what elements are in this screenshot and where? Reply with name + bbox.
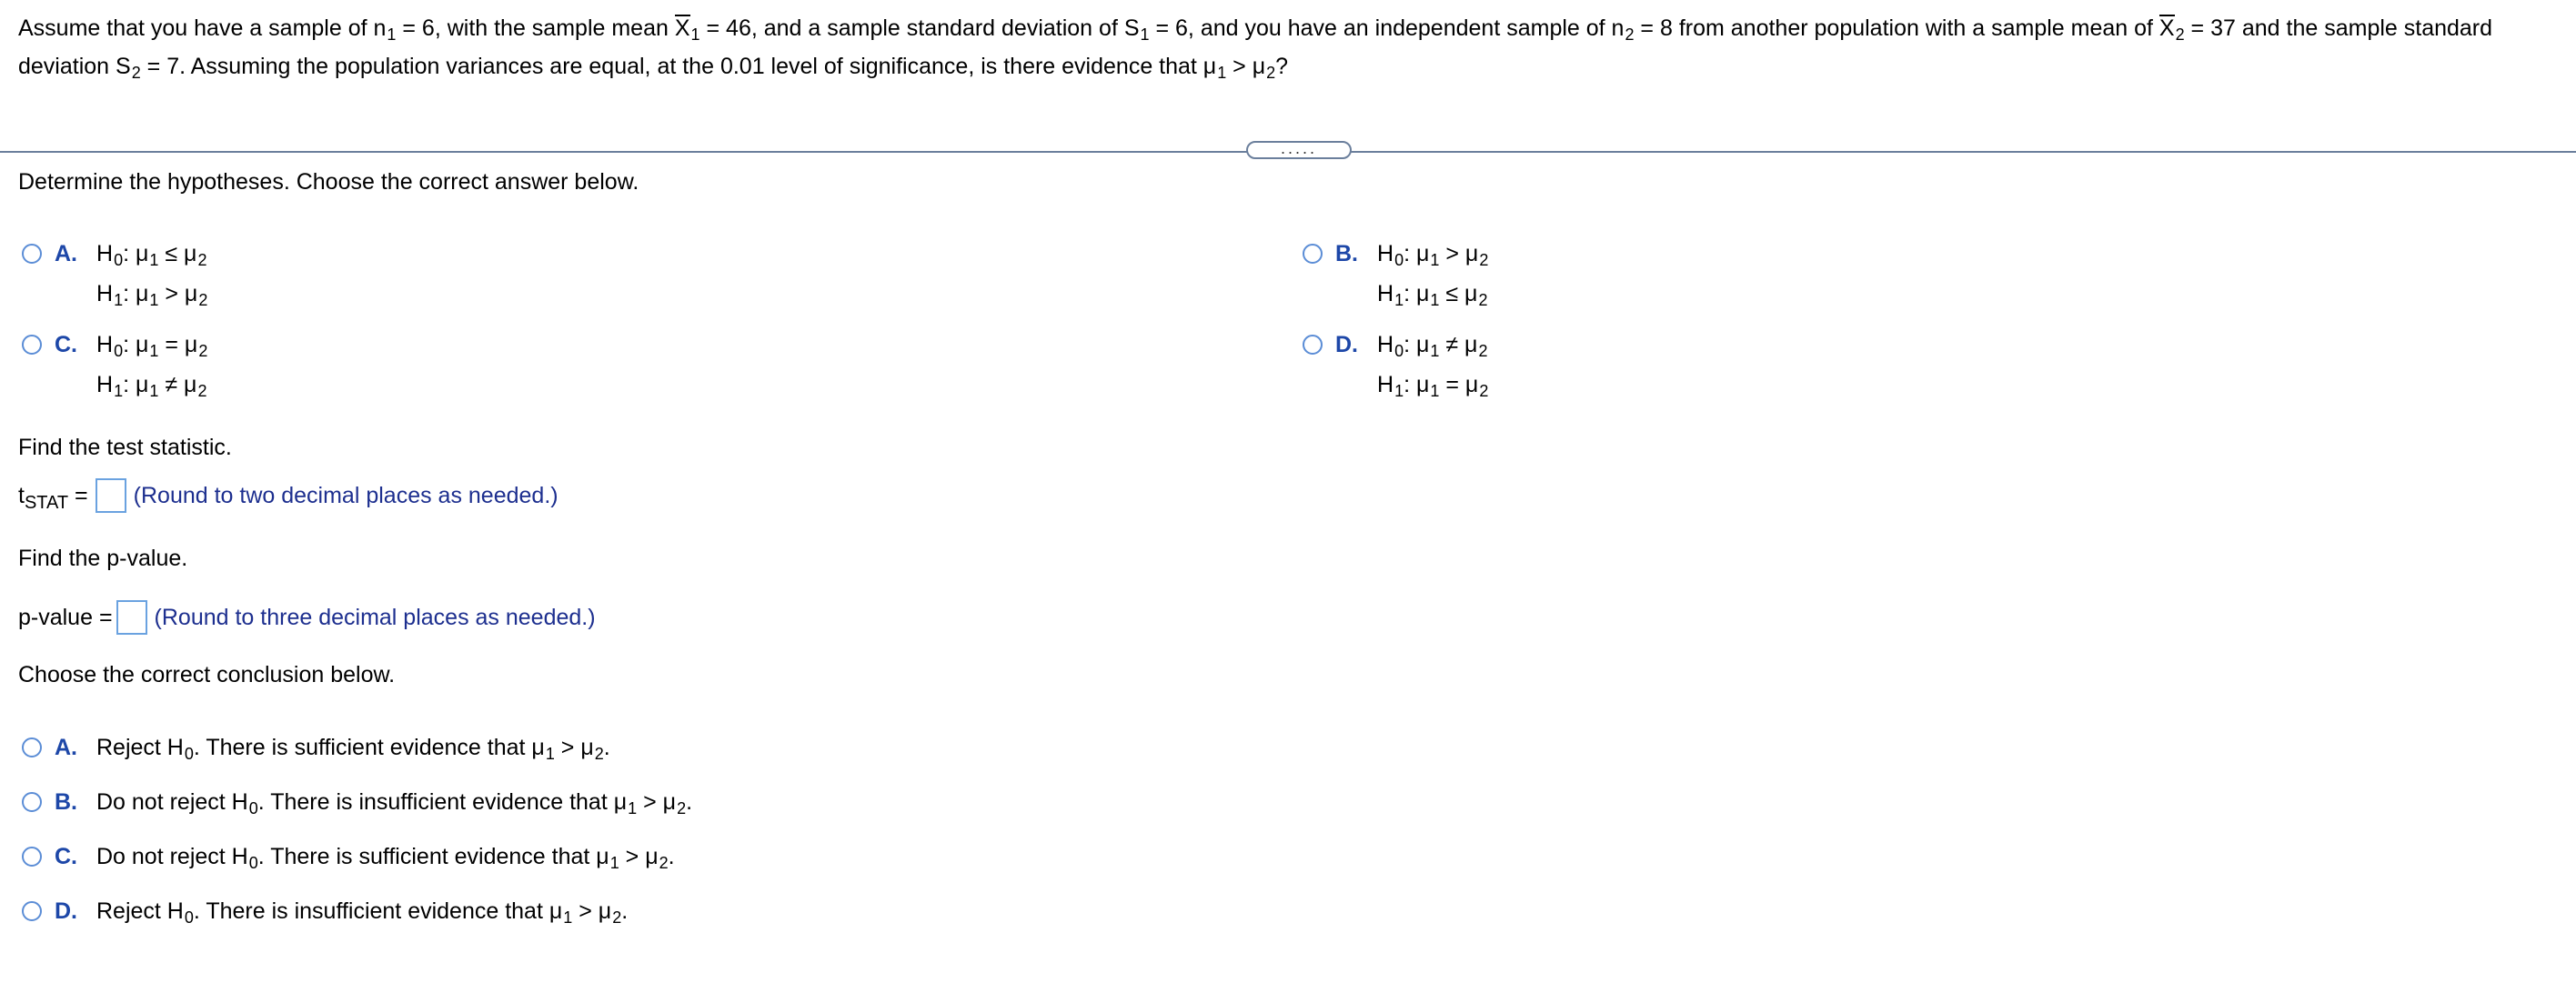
tstat-hint: (Round to two decimal places as needed.): [133, 482, 558, 508]
p-value-hint: (Round to three decimal places as needed.): [154, 604, 596, 630]
hypothesis-option-d[interactable]: [1303, 325, 1488, 405]
conclusion-option-d[interactable]: [22, 891, 628, 931]
hypothesis-option-b[interactable]: [1303, 234, 1488, 314]
hypothesis-option-a[interactable]: [22, 234, 207, 314]
hypothesis-option-c[interactable]: [22, 325, 207, 405]
hypothesis-text: $H_0$: $\mu_1 = \mu_2$ $H_1$: $\mu_1 \ne \mu_2$: [96, 332, 208, 401]
conclusion-option-b[interactable]: [22, 782, 692, 822]
option-letter: A.: [55, 735, 77, 760]
hypotheses-prompt: Determine the hypotheses. Choose the correct answer below.: [18, 169, 639, 195]
option-letter: B.: [55, 789, 77, 815]
p-value-prompt: Find the p-value.: [18, 546, 188, 571]
hypothesis-text: $H_0$: $\mu_1 \ne \mu_2$ $H_1$: $\mu_1 = \mu_2$: [1377, 332, 1489, 401]
conclusion-text: Do not reject $H_0$. There is insufficient evidence that $\mu_1 > \mu_2$.: [96, 789, 693, 818]
expand-toggle-button[interactable]: .....: [1246, 141, 1352, 159]
test-statistic-prompt: Find the test statistic.: [18, 435, 232, 460]
radio-button-icon[interactable]: [1303, 244, 1323, 264]
radio-button-icon[interactable]: [22, 244, 42, 264]
conclusion-text: Do not reject $H_0$. There is sufficient evidence that $\mu_1 > \mu_2$.: [96, 844, 675, 873]
option-letter: A.: [55, 241, 77, 266]
option-letter: C.: [55, 844, 77, 869]
question-text: Assume that you have a sample of $n_1 = 6$, with the sample mean $X_1 = 46$, and a sample standard deviation of $S_1 = 6$, and you have an independent sample of $n_2 = 8$ from another population with a sample mean of $X_2 = 37$ and the sample standard deviation $S_2 = 7$. Assuming the population variances are equal, at the 0.01 level of significance, is there evidence that $\mu_1 > \mu_2$?: [18, 15, 2493, 83]
tstat-input[interactable]: [96, 478, 126, 513]
tstat-label: $t_{STAT}$ =: [18, 482, 88, 513]
radio-button-icon[interactable]: [1303, 335, 1323, 355]
option-letter: B.: [1335, 241, 1358, 266]
conclusion-text: Reject $H_0$. There is sufficient evidence that $\mu_1 > \mu_2$.: [96, 735, 610, 764]
conclusion-text: Reject $H_0$. There is insufficient evidence that $\mu_1 > \mu_2$.: [96, 898, 629, 928]
hypothesis-text: $H_0$: $\mu_1 > \mu_2$ $H_1$: $\mu_1 \le \mu_2$: [1377, 241, 1489, 310]
test-statistic-row: [18, 478, 558, 513]
conclusion-option-a[interactable]: [22, 727, 610, 767]
conclusion-option-c[interactable]: [22, 837, 675, 877]
hypothesis-text: $H_0$: $\mu_1 \le \mu_2$ $H_1$: $\mu_1 > \mu_2$: [96, 241, 208, 310]
radio-button-icon[interactable]: [22, 792, 42, 812]
p-value-input[interactable]: [116, 600, 147, 635]
conclusion-prompt: Choose the correct conclusion below.: [18, 662, 396, 687]
option-letter: C.: [55, 332, 77, 357]
radio-button-icon[interactable]: [22, 901, 42, 921]
option-letter: D.: [55, 898, 77, 924]
p-value-row: [18, 600, 596, 635]
p-value-label: p-value =: [18, 604, 113, 630]
radio-button-icon[interactable]: [22, 737, 42, 757]
option-letter: D.: [1335, 332, 1358, 357]
radio-button-icon[interactable]: [22, 847, 42, 867]
radio-button-icon[interactable]: [22, 335, 42, 355]
